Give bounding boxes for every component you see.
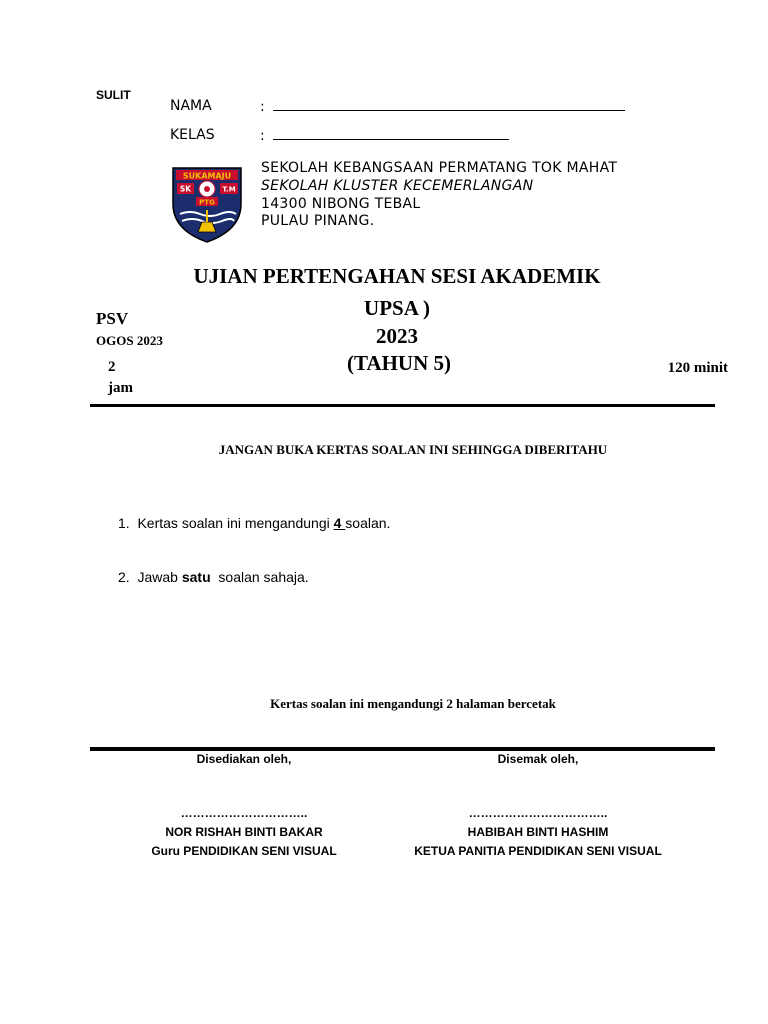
name-blank-line (273, 98, 625, 111)
checked-by-signature-line: …………………………….. (468, 806, 608, 820)
instruction-number: 1. (118, 515, 130, 531)
header-divider (90, 404, 715, 407)
school-crest-icon (170, 164, 244, 244)
school-name: SEKOLAH KEBANGSAAN PERMATANG TOK MAHAT (261, 160, 618, 176)
prepared-by-role: Guru PENDIDIKAN SENI VISUAL (151, 844, 337, 858)
crest-right-text: T.M (222, 185, 236, 194)
crest-banner-text: SUKAMAJU (182, 171, 232, 181)
school-address-line2: PULAU PINANG. (261, 213, 375, 229)
exam-date: OGOS 2023 (96, 333, 163, 348)
prepared-by-signature-line: ………………………….. (180, 806, 308, 820)
exam-title: UJIAN PERTENGAHAN SESI AKADEMIK (193, 264, 601, 288)
name-field[interactable] (260, 98, 625, 115)
exam-year: 2023 (376, 324, 418, 348)
page-count-note: Kertas soalan ini mengandungi 2 halaman bercetak (270, 696, 556, 711)
name-field-label: NAMA (170, 98, 212, 114)
instruction-item-1 (118, 515, 390, 531)
checked-by-role: KETUA PANITIA PENDIDIKAN SENI VISUAL (414, 844, 662, 858)
duration-hours: 2 (108, 359, 116, 375)
class-field[interactable] (260, 127, 509, 144)
school-address-line1: 14300 NIBONG TEBAL (261, 196, 421, 212)
instruction-text-end: soalan. (345, 515, 391, 531)
school-tagline: SEKOLAH KLUSTER KECEMERLANGAN (261, 178, 534, 194)
class-blank-line (273, 127, 509, 140)
instruction-emphasis: satu (181, 569, 211, 585)
checked-by-name: HABIBAH BINTI HASHIM (467, 825, 609, 839)
prepared-by-name: NOR RISHAH BINTI BAKAR (165, 825, 323, 839)
footer-divider (90, 747, 715, 751)
crest-bottom-text: PTG (199, 198, 215, 207)
instruction-number: 2. (118, 569, 130, 585)
classification-label: SULIT (96, 88, 131, 102)
duration-unit: jam (108, 380, 133, 396)
class-field-colon: : (260, 128, 265, 144)
duration-minutes: 120 minit (667, 360, 728, 376)
prepared-by-heading: Disediakan oleh, (196, 752, 292, 766)
instruction-text: Kertas soalan ini mengandungi (137, 515, 334, 531)
class-field-label: KELAS (170, 127, 215, 143)
instruction-emphasis: 4 (333, 515, 346, 531)
crest-left-text: SK (179, 184, 192, 194)
warning-notice: JANGAN BUKA KERTAS SOALAN INI SEHINGGA DIBERITAHU (218, 442, 608, 457)
instruction-text-end: soalan sahaja. (210, 569, 309, 585)
exam-title-abbrev: UPSA ) (364, 296, 430, 320)
name-field-colon: : (260, 99, 265, 115)
checked-by-heading: Disemak oleh, (497, 752, 579, 766)
exam-grade: (TAHUN 5) (346, 351, 451, 375)
instruction-text: Jawab (137, 569, 182, 585)
instruction-item-2 (118, 569, 309, 585)
subject-code: PSV (96, 309, 129, 328)
